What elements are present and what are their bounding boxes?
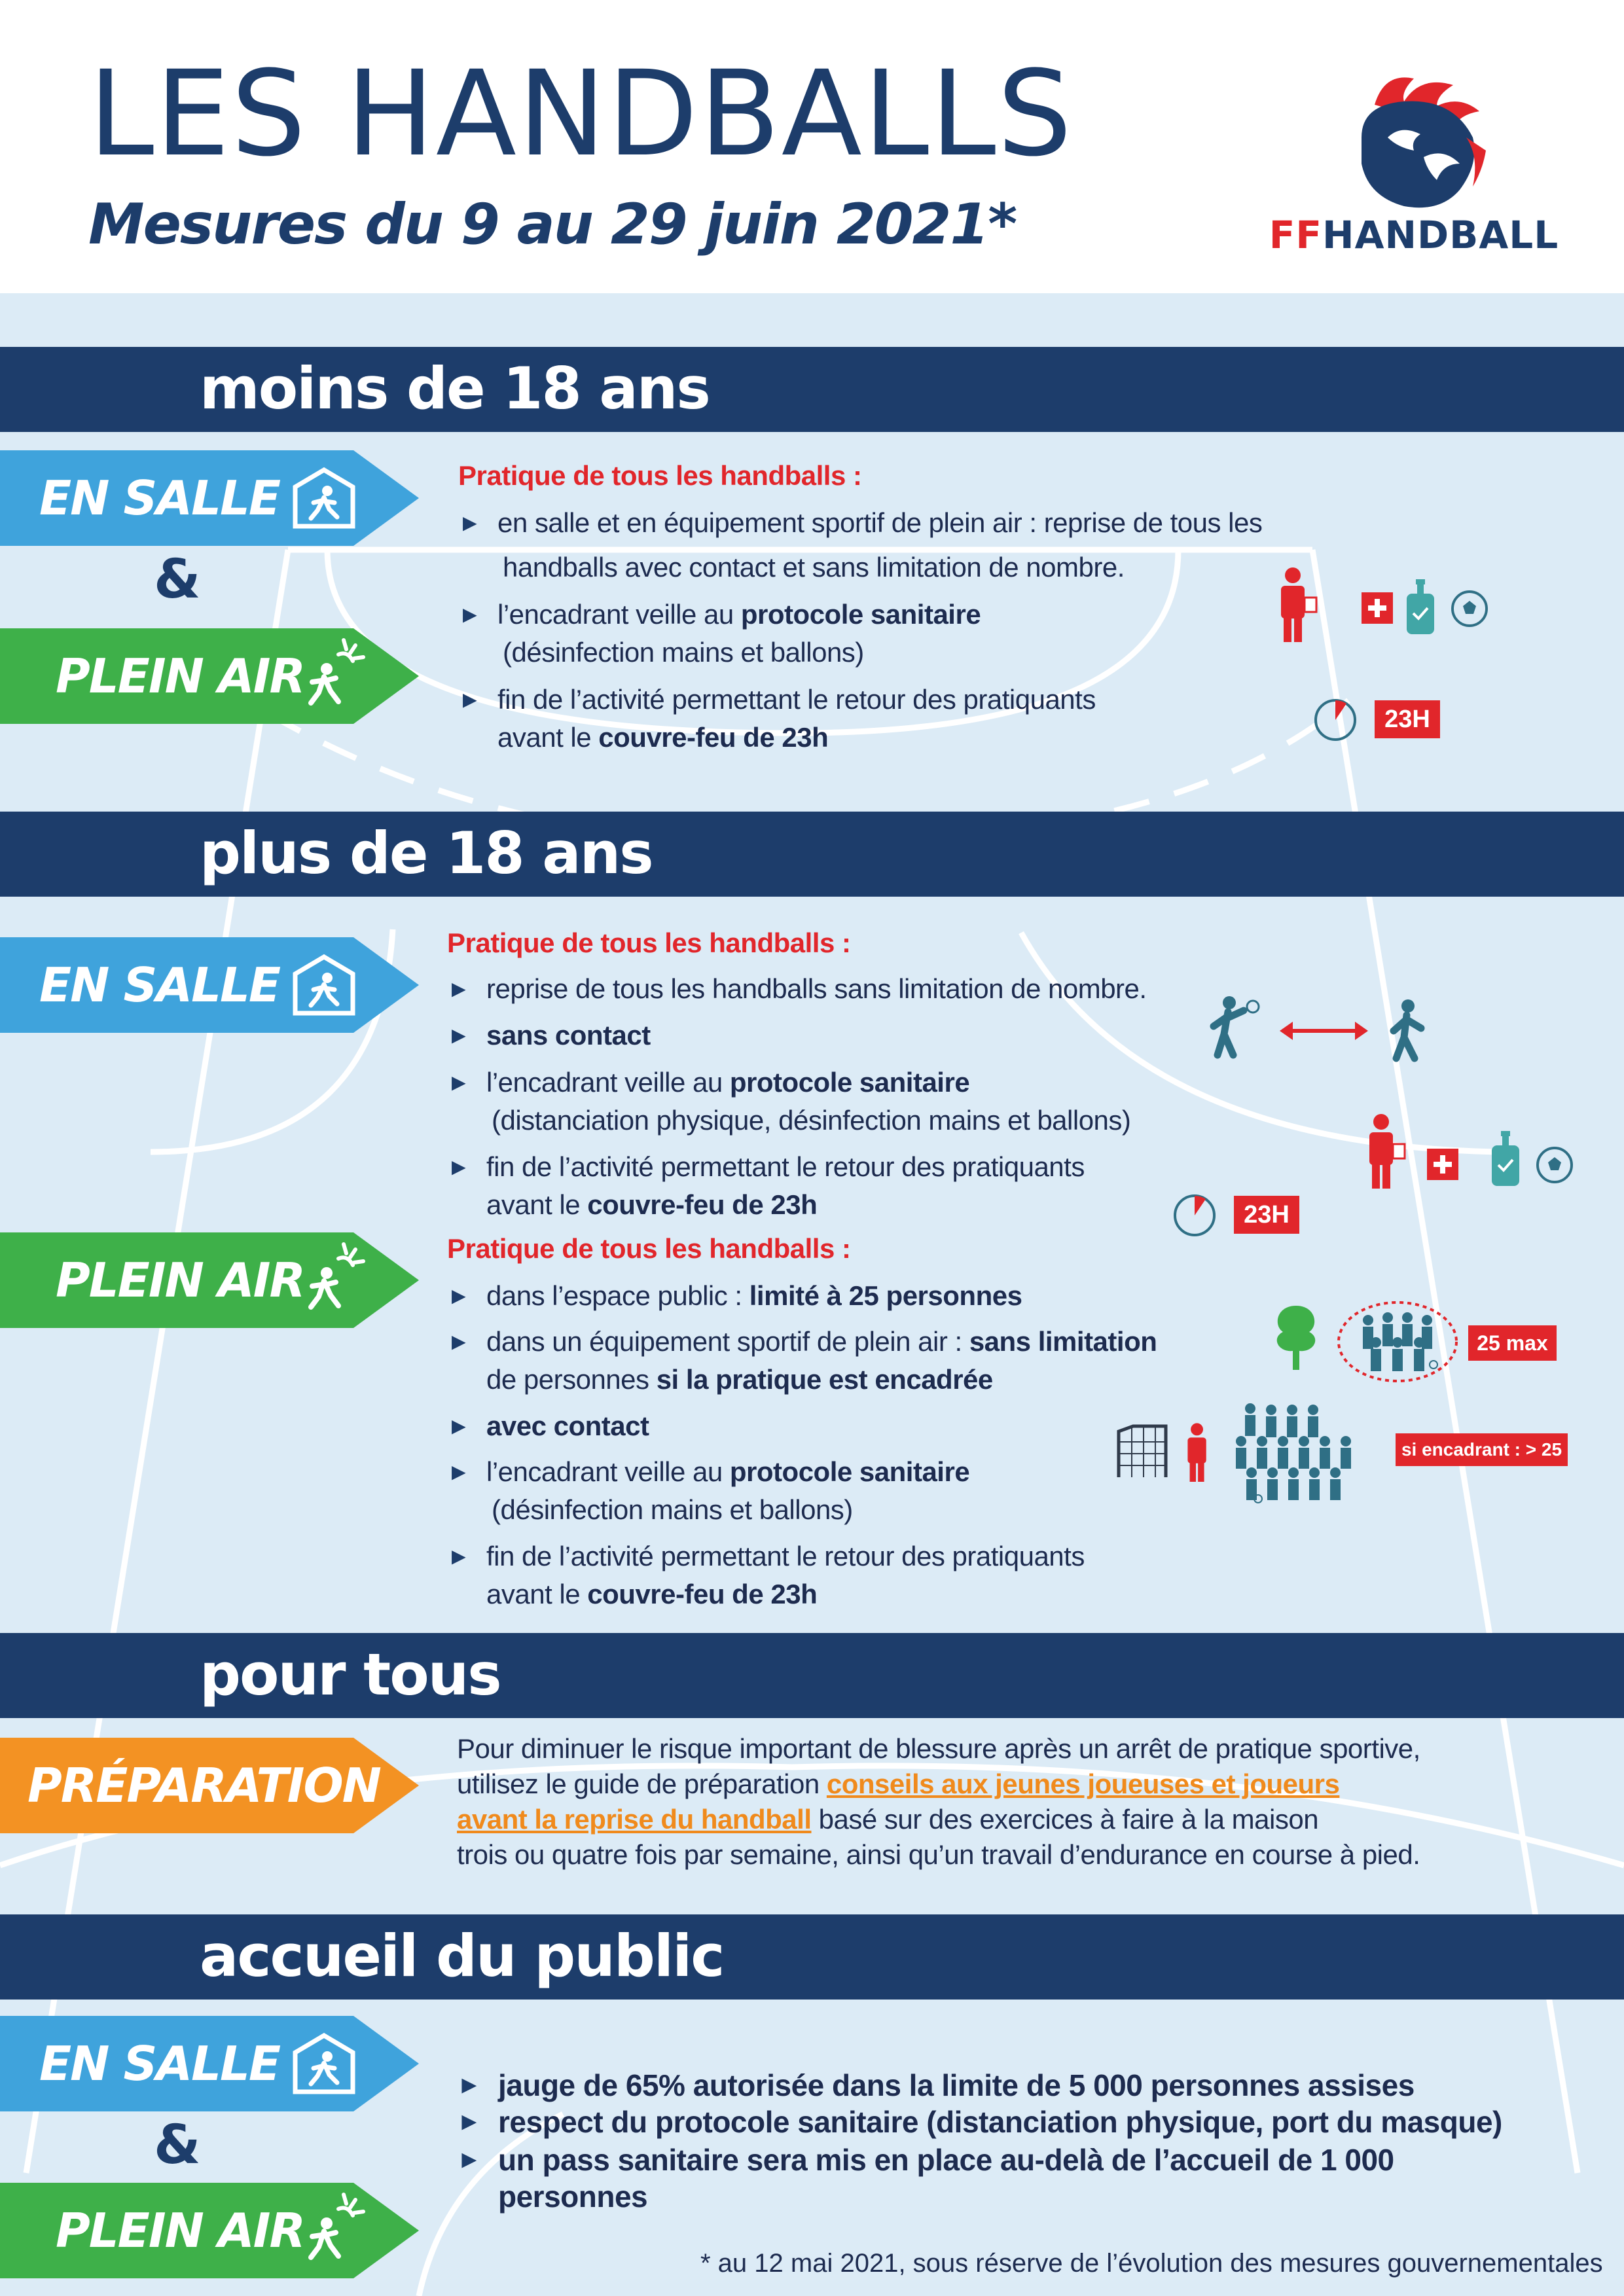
logo-text-handball: HANDBALL [1322,213,1559,257]
gym-building-icon [291,952,357,1017]
section-band-accueil-public [0,1914,1624,2000]
goal-net-icon [1116,1424,1168,1479]
clock-icon [1312,697,1358,743]
ampersand-2: & [154,2114,201,2176]
page-subtitle: Mesures du 9 au 29 juin 2021* [88,192,1017,257]
section-title-pour-tous: pour tous [200,1641,501,1708]
arrow-label-en-salle: EN SALLE [39,958,280,1013]
heading-pratique-2: Pratique de tous les handballs : [447,927,851,958]
prep-line-2: utilisez le guide de préparation conseils aux jeunes joueuses et joueurs [457,1768,1340,1799]
first-aid-icon [1362,592,1393,624]
footnote: * au 12 mai 2021, sous réserve de l’évolution des mesures gouvernementales [700,2249,1603,2278]
ball-icon [1450,589,1489,628]
arrow-label-plein-air: PLEIN AIR [56,2203,304,2258]
logo-text-ff: FF [1269,213,1323,257]
arrow-label-plein-air: PLEIN AIR [56,649,304,704]
ball-icon [1535,1145,1574,1185]
sun-runner-icon [298,2189,370,2268]
first-aid-icon [1427,1149,1458,1180]
arrow-label-plein-air: PLEIN AIR [56,1253,304,1308]
prep-guide-link-cont[interactable]: avant la reprise du handball [457,1804,812,1835]
prep-line-1: Pour diminuer le risque important de blessure après un arrêt de pratique sportive, [457,1733,1420,1764]
arrow-en-salle-1 [0,450,419,546]
arrow-label-en-salle: EN SALLE [39,471,280,526]
referee-icon [1362,1113,1407,1191]
referee-icon [1182,1420,1218,1486]
arrow-preparation [0,1738,419,1833]
section-title-accueil-public: accueil du public [200,1922,724,1990]
tag-25-max: 25 max [1468,1325,1557,1361]
tree-icon [1270,1299,1322,1371]
clock-icon [1172,1193,1218,1238]
double-arrow-icon [1280,1018,1368,1044]
ampersand-1: & [154,548,201,611]
arrow-label-en-salle: EN SALLE [39,2036,280,2091]
arrow-plein-air-1 [0,628,419,724]
arrow-plein-air-3 [0,2183,419,2278]
page-title: LES HANDBALLS [88,46,1074,183]
arrow-plein-air-2 [0,1232,419,1328]
section-band-pour-tous [0,1633,1624,1718]
gym-building-icon [291,2030,357,2096]
player-icon [1384,998,1430,1064]
crowd-icon [1224,1401,1368,1505]
tag-23h-1: 23H [1375,700,1440,738]
arrow-label-preparation: PRÉPARATION [27,1758,380,1813]
gym-building-icon [291,465,357,530]
section-title-moins-18: moins de 18 ans [200,355,710,422]
prep-line-3: avant la reprise du handball basé sur des exercices à faire à la maison [457,1804,1319,1835]
section-band-plus-18 [0,812,1624,897]
prep-line-4: trois ou quatre fois par semaine, ainsi qu’un travail d’endurance en course à pied. [457,1839,1420,1870]
group-icon [1335,1299,1460,1384]
heading-pratique-3: Pratique de tous les handballs : [447,1233,851,1264]
sun-runner-icon [298,1239,370,1318]
heading-pratique-1: Pratique de tous les handballs : [458,460,862,491]
prep-guide-link[interactable]: conseils aux jeunes joueuses et joueurs [826,1768,1340,1799]
section-band-moins-18 [0,347,1624,432]
hand-sanitizer-icon [1404,579,1437,635]
sun-runner-icon [298,635,370,713]
arrow-en-salle-2 [0,937,419,1033]
section-title-plus-18: plus de 18 ans [200,819,653,887]
hand-sanitizer-icon [1489,1131,1522,1187]
tag-si-encadrant: si encadrant : > 25 [1396,1433,1568,1466]
arrow-en-salle-3 [0,2016,419,2111]
referee-icon [1273,566,1319,645]
tag-23h-2: 23H [1234,1196,1299,1234]
player-with-ball-icon [1204,995,1263,1060]
